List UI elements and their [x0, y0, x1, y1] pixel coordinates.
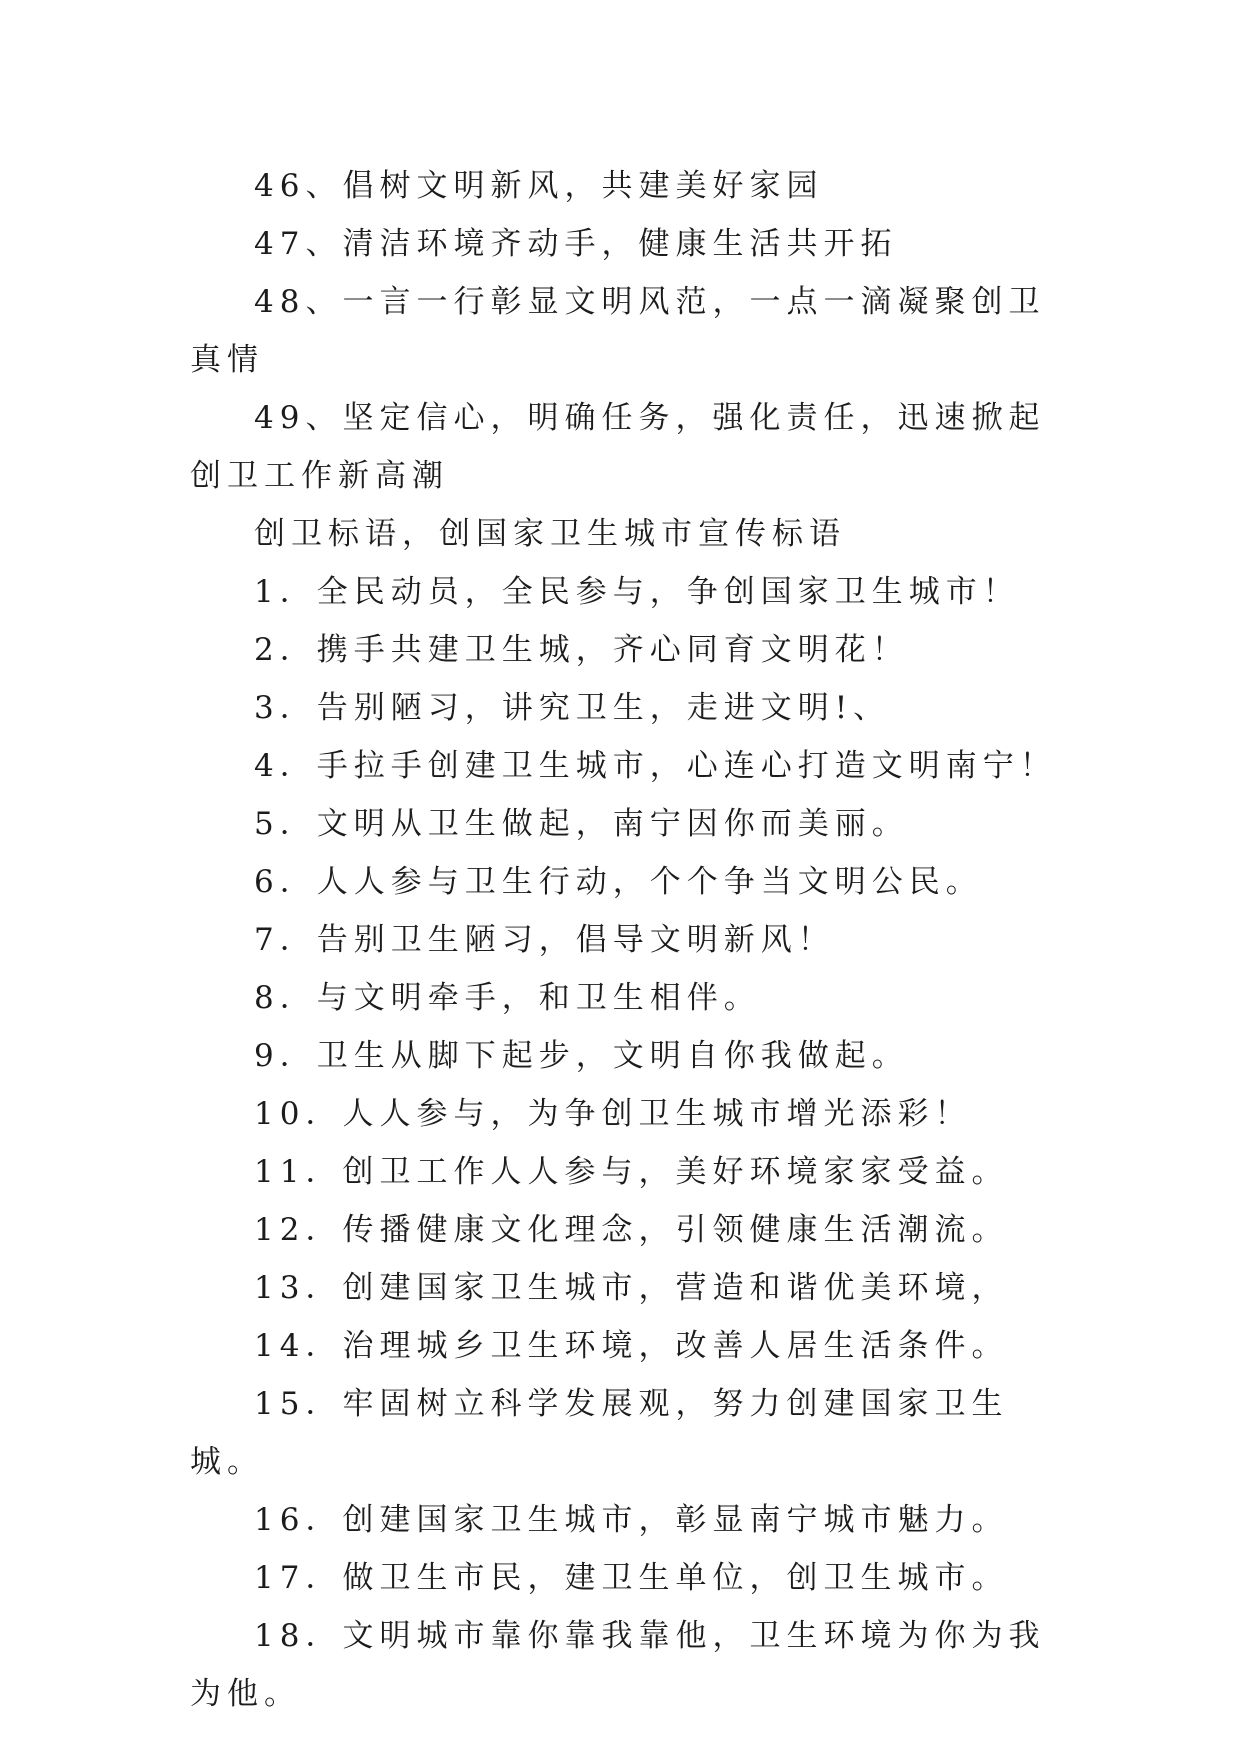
slogan-4: 4．手拉手创建卫生城市，心连心打造文明南宁！ [254, 748, 1057, 784]
slogan-13: 13．创建国家卫生城市，营造和谐优美环境， [254, 1270, 1009, 1306]
slogan-16: 16．创建国家卫生城市，彰显南宁城市魅力。 [254, 1502, 1009, 1538]
slogan-14: 14．治理城乡卫生环境，改善人居生活条件。 [254, 1328, 1009, 1364]
paragraph-48: 48、一言一行彰显文明风范，一点一滴凝聚创卫真情 [190, 284, 1046, 378]
slogan-5: 5．文明从卫生做起，南宁因你而美丽。 [254, 806, 909, 842]
slogan-18: 18．文明城市靠你靠我靠他，卫生环境为你为我为他。 [190, 1618, 1046, 1712]
slogan-7: 7．告别卫生陋习，倡导文明新风！ [254, 922, 835, 958]
slogan-17: 17．做卫生市民，建卫生单位，创卫生城市。 [254, 1560, 1009, 1596]
slogan-1: 1．全民动员，全民参与，争创国家卫生城市！ [254, 574, 1020, 610]
slogan-2: 2．携手共建卫生城，齐心同育文明花！ [254, 632, 909, 668]
slogan-15: 15．牢固树立科学发展观，努力创建国家卫生城。 [190, 1386, 1009, 1480]
slogan-9: 9．卫生从脚下起步，文明自你我做起。 [254, 1038, 909, 1074]
paragraph-47: 47、清洁环境齐动手，健康生活共开拓 [254, 226, 898, 262]
slogan-10: 10．人人参与，为争创卫生城市增光添彩！ [254, 1096, 972, 1132]
slogan-6: 6．人人参与卫生行动，个个争当文明公民。 [254, 864, 983, 900]
slogan-12: 12．传播健康文化理念，引领健康生活潮流。 [254, 1212, 1009, 1248]
slogan-3: 3．告别陋习，讲究卫生，走进文明!、 [254, 690, 891, 726]
slogan-8: 8．与文明牵手，和卫生相伴。 [254, 980, 761, 1016]
document-body [190, 157, 1070, 1723]
paragraph-49: 49、坚定信心，明确任务，强化责任，迅速掀起创卫工作新高潮 [190, 400, 1046, 494]
paragraph-46: 46、倡树文明新风，共建美好家园 [254, 168, 824, 204]
slogan-11: 11．创卫工作人人参与，美好环境家家受益。 [254, 1154, 1009, 1190]
section-heading: 创卫标语，创国家卫生城市宣传标语 [254, 516, 846, 552]
